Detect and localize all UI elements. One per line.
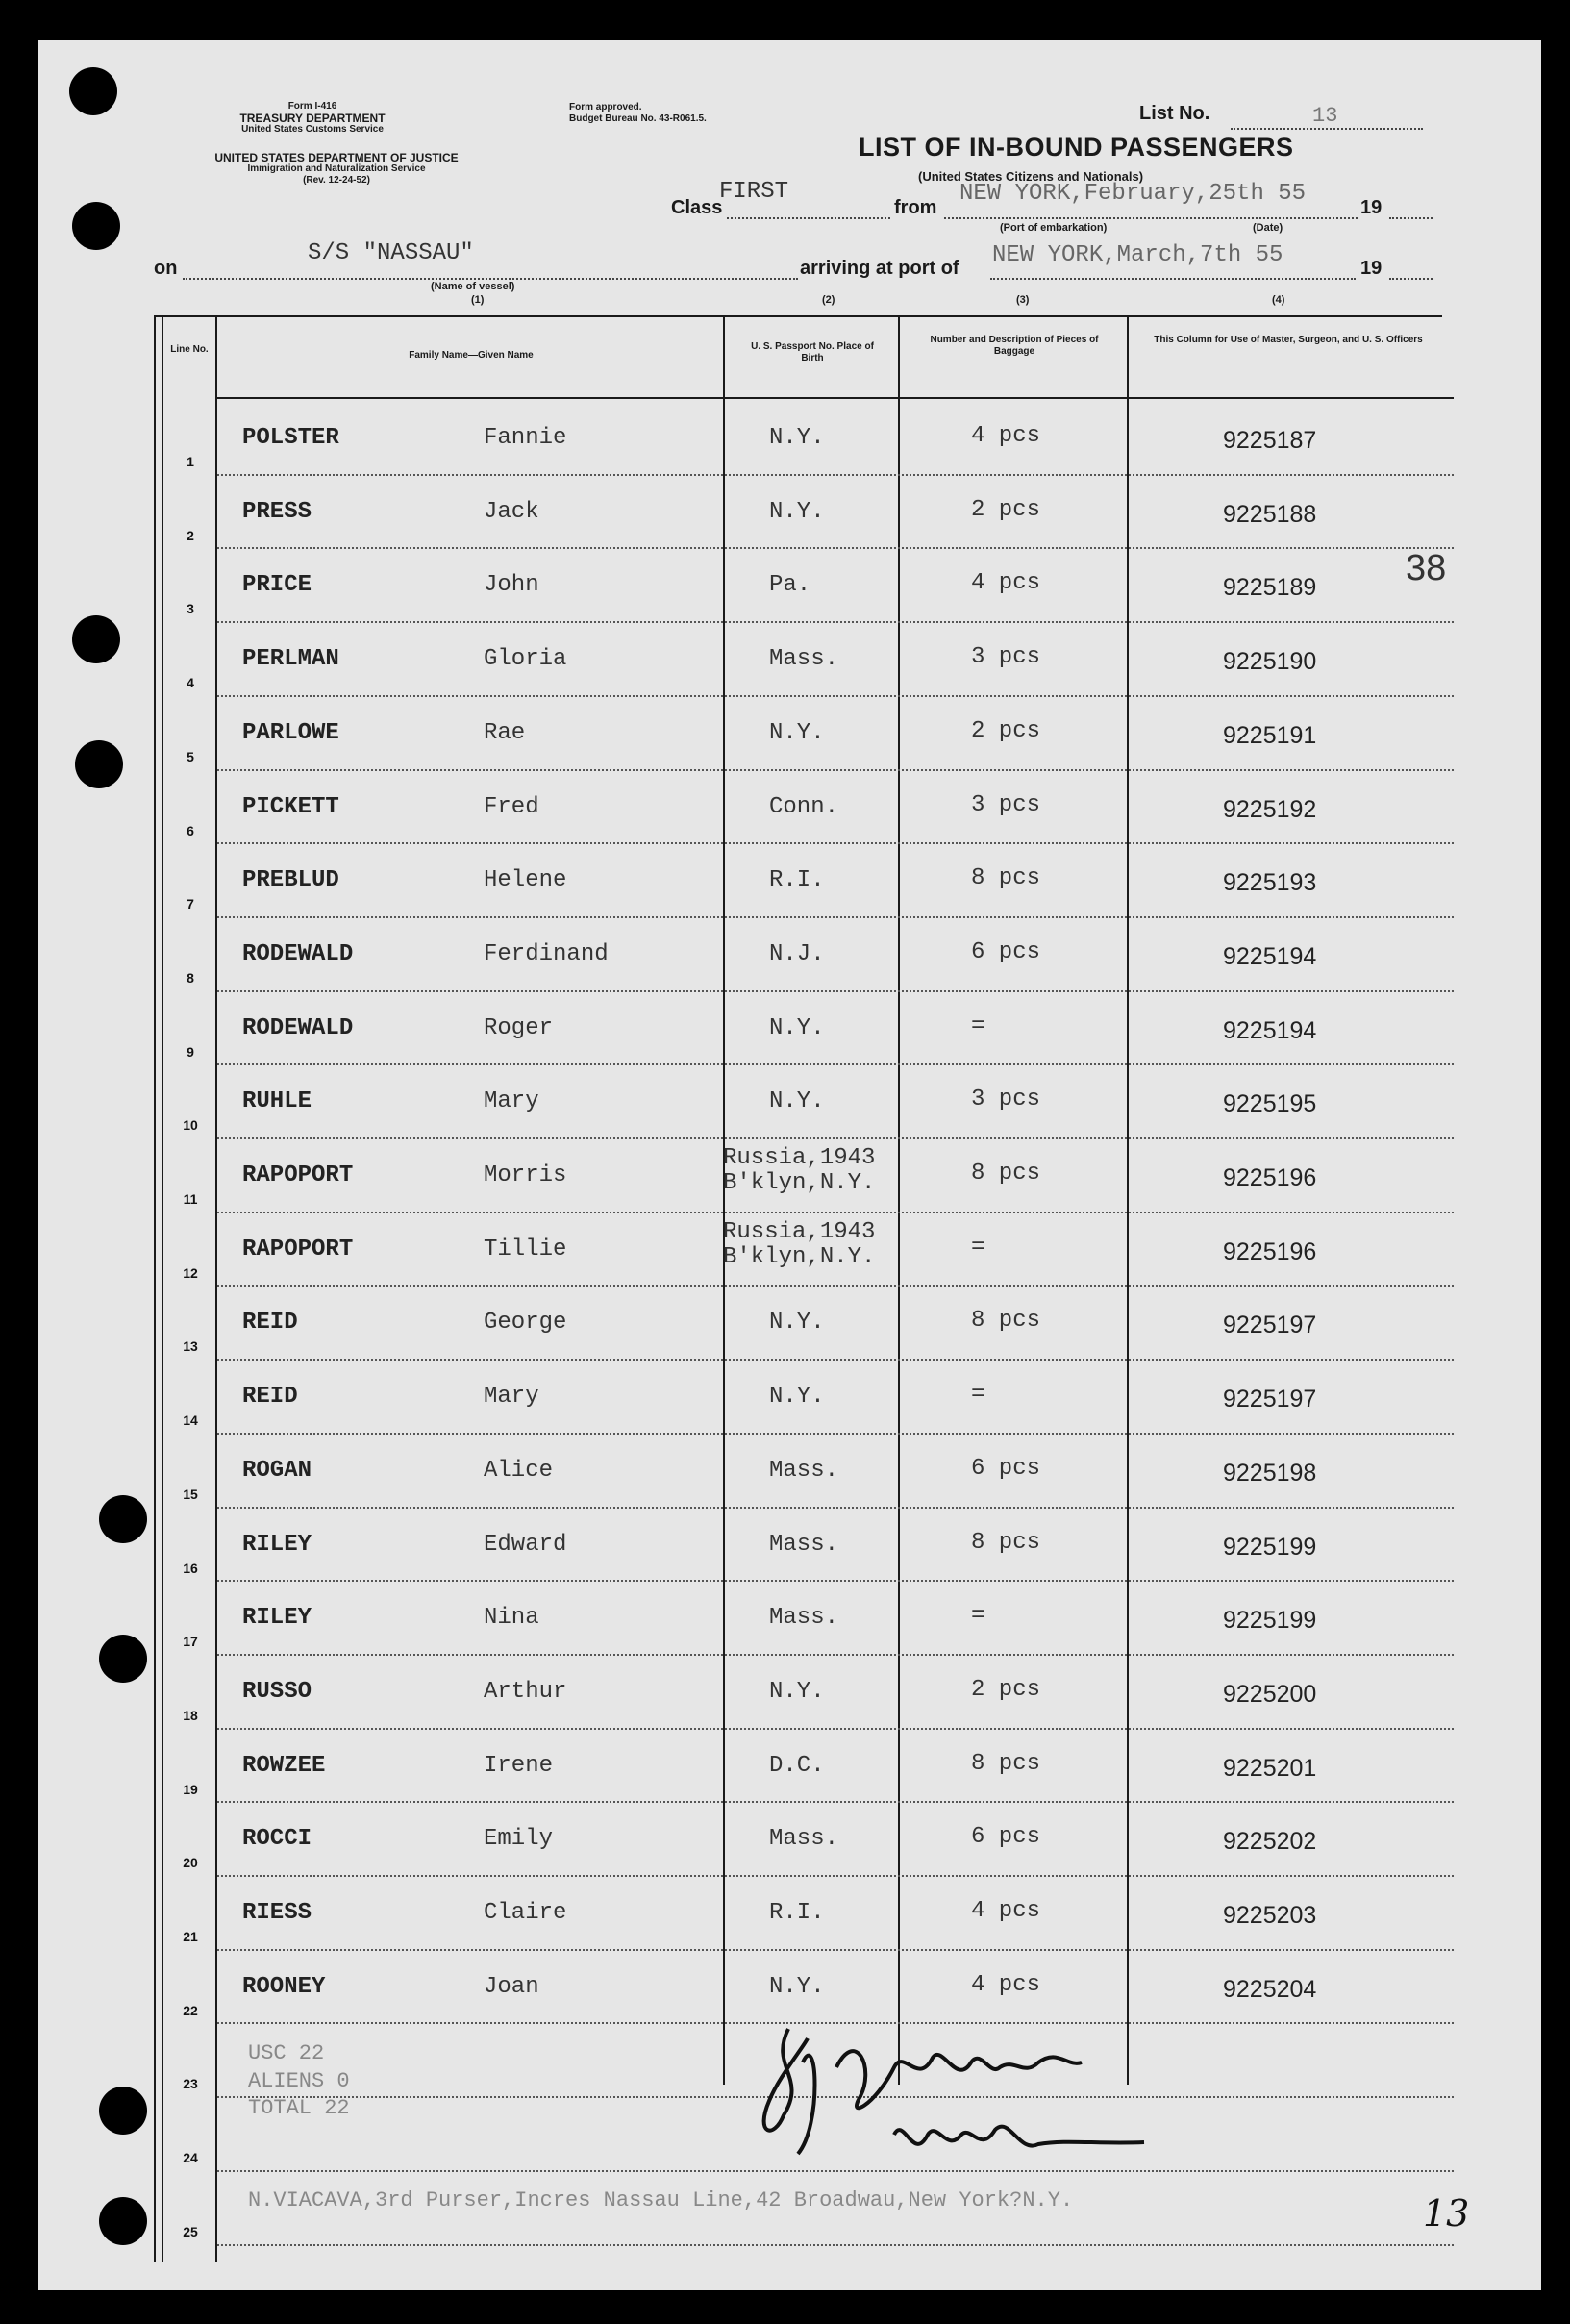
ticket-number: 9225190	[1223, 648, 1317, 675]
family-name: ROWZEE	[242, 1753, 326, 1779]
family-name: POLSTER	[242, 425, 339, 451]
justice-block	[154, 152, 519, 187]
place-of-birth-2: B'klyn,N.Y.	[723, 1170, 876, 1196]
baggage-count: 8 pcs	[971, 1751, 1041, 1777]
form-approved: Form approved.	[569, 102, 642, 112]
place-of-birth: N.Y.	[769, 1384, 825, 1410]
table-top-border	[154, 315, 1442, 317]
given-name: Ferdinand	[484, 941, 609, 967]
baggage-count: 8 pcs	[971, 1530, 1041, 1556]
family-name: RUSSO	[242, 1679, 312, 1705]
place-of-birth: N.J.	[769, 941, 825, 967]
arriving-value: NEW YORK,March,7th 55	[992, 242, 1283, 268]
row-line-number: 24	[183, 2150, 198, 2165]
row-divider	[217, 1580, 1454, 1582]
row-divider	[217, 1063, 1454, 1065]
row-divider	[217, 621, 1454, 623]
baggage-count: 8 pcs	[971, 865, 1041, 891]
ticket-number: 9225199	[1223, 1607, 1317, 1634]
given-name: Irene	[484, 1753, 554, 1779]
ticket-number: 9225200	[1223, 1681, 1317, 1708]
baggage-count: 4 pcs	[971, 1972, 1041, 1998]
baggage-count: 3 pcs	[971, 644, 1041, 670]
ticket-number: 9225191	[1223, 722, 1317, 749]
baggage-count: =	[971, 1603, 985, 1629]
place-of-birth: N.Y.	[769, 1310, 825, 1336]
family-name: RAPOPORT	[242, 1237, 354, 1262]
ticket-number: 9225196	[1223, 1238, 1317, 1265]
baggage-count: 2 pcs	[971, 1677, 1041, 1703]
row-line-number: 14	[183, 1412, 198, 1428]
row-divider	[217, 769, 1454, 771]
given-name: Mary	[484, 1384, 539, 1410]
baggage-count: =	[971, 1013, 985, 1039]
place-of-birth: Russia,1943	[723, 1145, 876, 1171]
ticket-number: 9225196	[1223, 1164, 1317, 1191]
row-divider	[217, 1137, 1454, 1139]
vessel-value: S/S "NASSAU"	[308, 240, 474, 266]
ticket-number: 9225194	[1223, 943, 1317, 970]
baggage-count: 4 pcs	[971, 570, 1041, 596]
list-no-label: List No.	[1139, 103, 1210, 124]
approval-block	[569, 102, 707, 125]
given-name: Joan	[484, 1974, 539, 2000]
class-label: Class	[671, 197, 723, 218]
list-no-value: 13	[1312, 104, 1338, 128]
given-name: Alice	[484, 1458, 554, 1484]
family-name: REID	[242, 1310, 298, 1336]
form-id: Form I-416	[287, 101, 337, 112]
family-name: RIESS	[242, 1900, 312, 1926]
family-name: ROONEY	[242, 1974, 326, 2000]
punch-hole	[99, 1495, 147, 1543]
arriving-line	[990, 278, 1356, 280]
col-divider-baggage	[1127, 315, 1129, 2085]
row-divider	[217, 916, 1454, 918]
family-name: RILEY	[242, 1532, 312, 1558]
family-name: RILEY	[242, 1605, 312, 1631]
row-line-number: 21	[183, 1929, 198, 1944]
place-of-birth-2: B'klyn,N.Y.	[723, 1244, 876, 1270]
place-of-birth: N.Y.	[769, 1015, 825, 1041]
punch-hole	[72, 615, 120, 663]
given-name: Tillie	[484, 1237, 567, 1262]
baggage-count: 6 pcs	[971, 939, 1041, 965]
punch-hole	[99, 2087, 147, 2135]
place-of-birth: N.Y.	[769, 1974, 825, 2000]
row-divider	[217, 547, 1454, 549]
year-label-1: 19	[1360, 197, 1383, 218]
given-name: Nina	[484, 1605, 539, 1631]
col-divider-name	[723, 315, 725, 2085]
col-header-baggage: Number and Description of Pieces of Baggage	[930, 335, 1099, 357]
row-line-number: 5	[187, 749, 194, 764]
date-caption: (Date)	[1253, 222, 1283, 234]
place-of-birth: Mass.	[769, 1826, 839, 1852]
ticket-number: 9225195	[1223, 1090, 1317, 1117]
given-name: Mary	[484, 1088, 539, 1114]
from-value: NEW YORK,February,25th 55	[959, 181, 1307, 207]
row-divider	[217, 990, 1454, 992]
place-of-birth: Conn.	[769, 794, 839, 820]
row-line-number: 3	[187, 601, 194, 616]
given-name: Helene	[484, 867, 567, 893]
row-line-number: 12	[183, 1265, 198, 1281]
baggage-count: 4 pcs	[971, 1898, 1041, 1924]
place-of-birth: N.Y.	[769, 720, 825, 746]
row-line-number: 9	[187, 1044, 194, 1060]
family-name: RODEWALD	[242, 1015, 354, 1041]
ticket-number: 9225189	[1223, 574, 1317, 601]
vessel-caption: (Name of vessel)	[431, 281, 515, 292]
family-name: ROGAN	[242, 1458, 312, 1484]
row-line-number: 18	[183, 1708, 198, 1723]
col-header-officers: This Column for Use of Master, Surgeon, and U. S. Officers	[1154, 335, 1423, 345]
row-divider	[217, 1728, 1454, 1730]
row-line-number: 11	[183, 1191, 198, 1207]
row-line-number: 16	[183, 1561, 198, 1576]
ins-service: Immigration and Naturalization Service	[247, 163, 426, 174]
col-divider-passport	[898, 315, 900, 2085]
year-line-1	[1389, 217, 1433, 219]
row-line-number: 1	[187, 454, 194, 469]
family-name: RODEWALD	[242, 941, 354, 967]
page-mark: 13	[1423, 2192, 1470, 2235]
budget-bureau: Budget Bureau No. 43-R061.5.	[569, 113, 707, 124]
given-name: Rae	[484, 720, 526, 746]
place-of-birth: N.Y.	[769, 499, 825, 525]
place-of-birth: Mass.	[769, 1605, 839, 1631]
total-count: TOTAL 22	[248, 2096, 350, 2120]
ticket-number: 9225203	[1223, 1902, 1317, 1929]
ticket-number: 9225192	[1223, 796, 1317, 823]
port-embark-caption: (Port of embarkation)	[1000, 222, 1108, 234]
punch-hole	[72, 202, 120, 250]
baggage-count: =	[971, 1235, 985, 1261]
family-name: PARLOWE	[242, 720, 339, 746]
ticket-number: 9225188	[1223, 501, 1317, 528]
given-name: Emily	[484, 1826, 554, 1852]
ticket-number: 9225194	[1223, 1017, 1317, 1044]
row-line-number: 25	[183, 2224, 198, 2239]
family-name: PERLMAN	[242, 646, 339, 672]
list-no-line	[1231, 128, 1423, 130]
place-of-birth: Mass.	[769, 1458, 839, 1484]
row-divider	[217, 474, 1454, 476]
row-divider	[217, 1875, 1454, 1877]
punch-hole	[99, 2197, 147, 2245]
ticket-number: 9225197	[1223, 1312, 1317, 1338]
row-divider	[217, 1801, 1454, 1803]
usc-count: USC 22	[248, 2041, 325, 2065]
baggage-count: 3 pcs	[971, 792, 1041, 818]
aliens-count: ALIENS 0	[248, 2069, 350, 2093]
col-header-line-no: Line No.	[170, 344, 209, 355]
row-line-number: 4	[187, 675, 194, 690]
row-line-number: 7	[187, 896, 194, 912]
row-line-number: 8	[187, 970, 194, 986]
table-left-inner-border	[162, 315, 163, 2262]
row-divider	[217, 1654, 1454, 1656]
ticket-number: 9225202	[1223, 1828, 1317, 1855]
treasury-dept: TREASURY DEPARTMENT	[239, 112, 386, 125]
row-divider	[217, 1949, 1454, 1951]
family-name: PRESS	[242, 499, 312, 525]
given-name: Fannie	[484, 425, 567, 451]
given-name: Jack	[484, 499, 539, 525]
baggage-count: 3 pcs	[971, 1087, 1041, 1112]
from-label: from	[894, 197, 937, 218]
given-name: Fred	[484, 794, 539, 820]
page-title: LIST OF IN-BOUND PASSENGERS	[859, 133, 1294, 162]
ticket-number: 9225201	[1223, 1755, 1317, 1782]
row-divider	[217, 1507, 1454, 1509]
place-of-birth: D.C.	[769, 1753, 825, 1779]
baggage-count: =	[971, 1382, 985, 1408]
customs-service: United States Customs Service	[241, 124, 384, 135]
col-num-1: (1)	[471, 294, 485, 306]
row-line-number: 10	[183, 1117, 198, 1133]
justice-dept: UNITED STATES DEPARTMENT OF JUSTICE	[214, 151, 459, 164]
class-line	[727, 217, 890, 219]
baggage-count: 2 pcs	[971, 497, 1041, 523]
row-line-number: 2	[187, 528, 194, 543]
year-line-2	[1389, 278, 1433, 280]
family-name: REID	[242, 1384, 298, 1410]
on-label: on	[154, 258, 178, 279]
family-name: RAPOPORT	[242, 1162, 354, 1188]
given-name: George	[484, 1310, 567, 1336]
baggage-count: 2 pcs	[971, 718, 1041, 744]
baggage-count: 4 pcs	[971, 423, 1041, 449]
ticket-number: 9225199	[1223, 1534, 1317, 1561]
punch-hole	[69, 67, 117, 115]
baggage-count: 6 pcs	[971, 1824, 1041, 1850]
ticket-number: 9225204	[1223, 1976, 1317, 2003]
row-divider	[217, 1212, 1454, 1213]
header-bottom-border	[217, 397, 1454, 399]
col-num-3: (3)	[1016, 294, 1030, 306]
col-num-4: (4)	[1272, 294, 1285, 306]
col-num-2: (2)	[822, 294, 835, 306]
officer-signature	[750, 2010, 1154, 2183]
vessel-line	[183, 278, 798, 280]
ticket-number: 9225197	[1223, 1386, 1317, 1412]
page-subtitle: (United States Citizens and Nationals)	[918, 169, 1144, 184]
given-name: John	[484, 572, 539, 598]
row-line-number: 20	[183, 1855, 198, 1870]
family-name: PICKETT	[242, 794, 339, 820]
place-of-birth: Pa.	[769, 572, 811, 598]
punch-hole	[99, 1635, 147, 1683]
given-name: Roger	[484, 1015, 554, 1041]
place-of-birth: N.Y.	[769, 1679, 825, 1705]
place-of-birth: N.Y.	[769, 425, 825, 451]
row-line-number: 17	[183, 1634, 198, 1649]
col-header-name: Family Name—Given Name	[409, 350, 534, 361]
class-value: FIRST	[719, 179, 789, 205]
given-name: Edward	[484, 1532, 567, 1558]
given-name: Arthur	[484, 1679, 567, 1705]
family-name: PRICE	[242, 572, 312, 598]
margin-note: 38	[1406, 548, 1447, 588]
place-of-birth: Russia,1943	[723, 1219, 876, 1245]
arriving-label: arriving at port of	[800, 258, 959, 279]
year-label-2: 19	[1360, 258, 1383, 279]
given-name: Morris	[484, 1162, 567, 1188]
row-line-number: 15	[183, 1487, 198, 1502]
revision: (Rev. 12-24-52)	[303, 175, 370, 186]
family-name: PREBLUD	[242, 867, 339, 893]
from-line	[944, 217, 1358, 219]
row-line-number: 6	[187, 823, 194, 838]
given-name: Gloria	[484, 646, 567, 672]
row-divider	[217, 1433, 1454, 1435]
row-divider	[217, 1359, 1454, 1361]
row-line-number: 13	[183, 1338, 198, 1354]
purser-line: N.VIACAVA,3rd Purser,Incres Nassau Line,42 Broadwau,New York?N.Y.	[248, 2188, 1074, 2212]
form-agency-block	[173, 101, 452, 136]
baggage-count: 8 pcs	[971, 1161, 1041, 1187]
col-header-passport: U. S. Passport No. Place of Birth	[751, 341, 874, 363]
row-divider	[217, 695, 1454, 697]
place-of-birth: Mass.	[769, 1532, 839, 1558]
row-divider	[217, 1285, 1454, 1287]
table-left-border	[154, 315, 156, 2262]
row-line-number: 19	[183, 1782, 198, 1797]
family-name: RUHLE	[242, 1088, 312, 1114]
baggage-count: 8 pcs	[971, 1308, 1041, 1334]
ticket-number: 9225198	[1223, 1460, 1317, 1487]
place-of-birth: N.Y.	[769, 1088, 825, 1114]
family-name: ROCCI	[242, 1826, 312, 1852]
place-of-birth: R.I.	[769, 867, 825, 893]
row-divider	[217, 842, 1454, 844]
given-name: Claire	[484, 1900, 567, 1926]
col-divider-line	[215, 315, 217, 2262]
place-of-birth: R.I.	[769, 1900, 825, 1926]
row-line-number: 23	[183, 2076, 198, 2091]
place-of-birth: Mass.	[769, 646, 839, 672]
row-line-number: 22	[183, 2003, 198, 2018]
ticket-number: 9225187	[1223, 427, 1317, 454]
ticket-number: 9225193	[1223, 869, 1317, 896]
row-divider	[217, 2244, 1454, 2246]
punch-hole	[75, 740, 123, 788]
baggage-count: 6 pcs	[971, 1456, 1041, 1482]
